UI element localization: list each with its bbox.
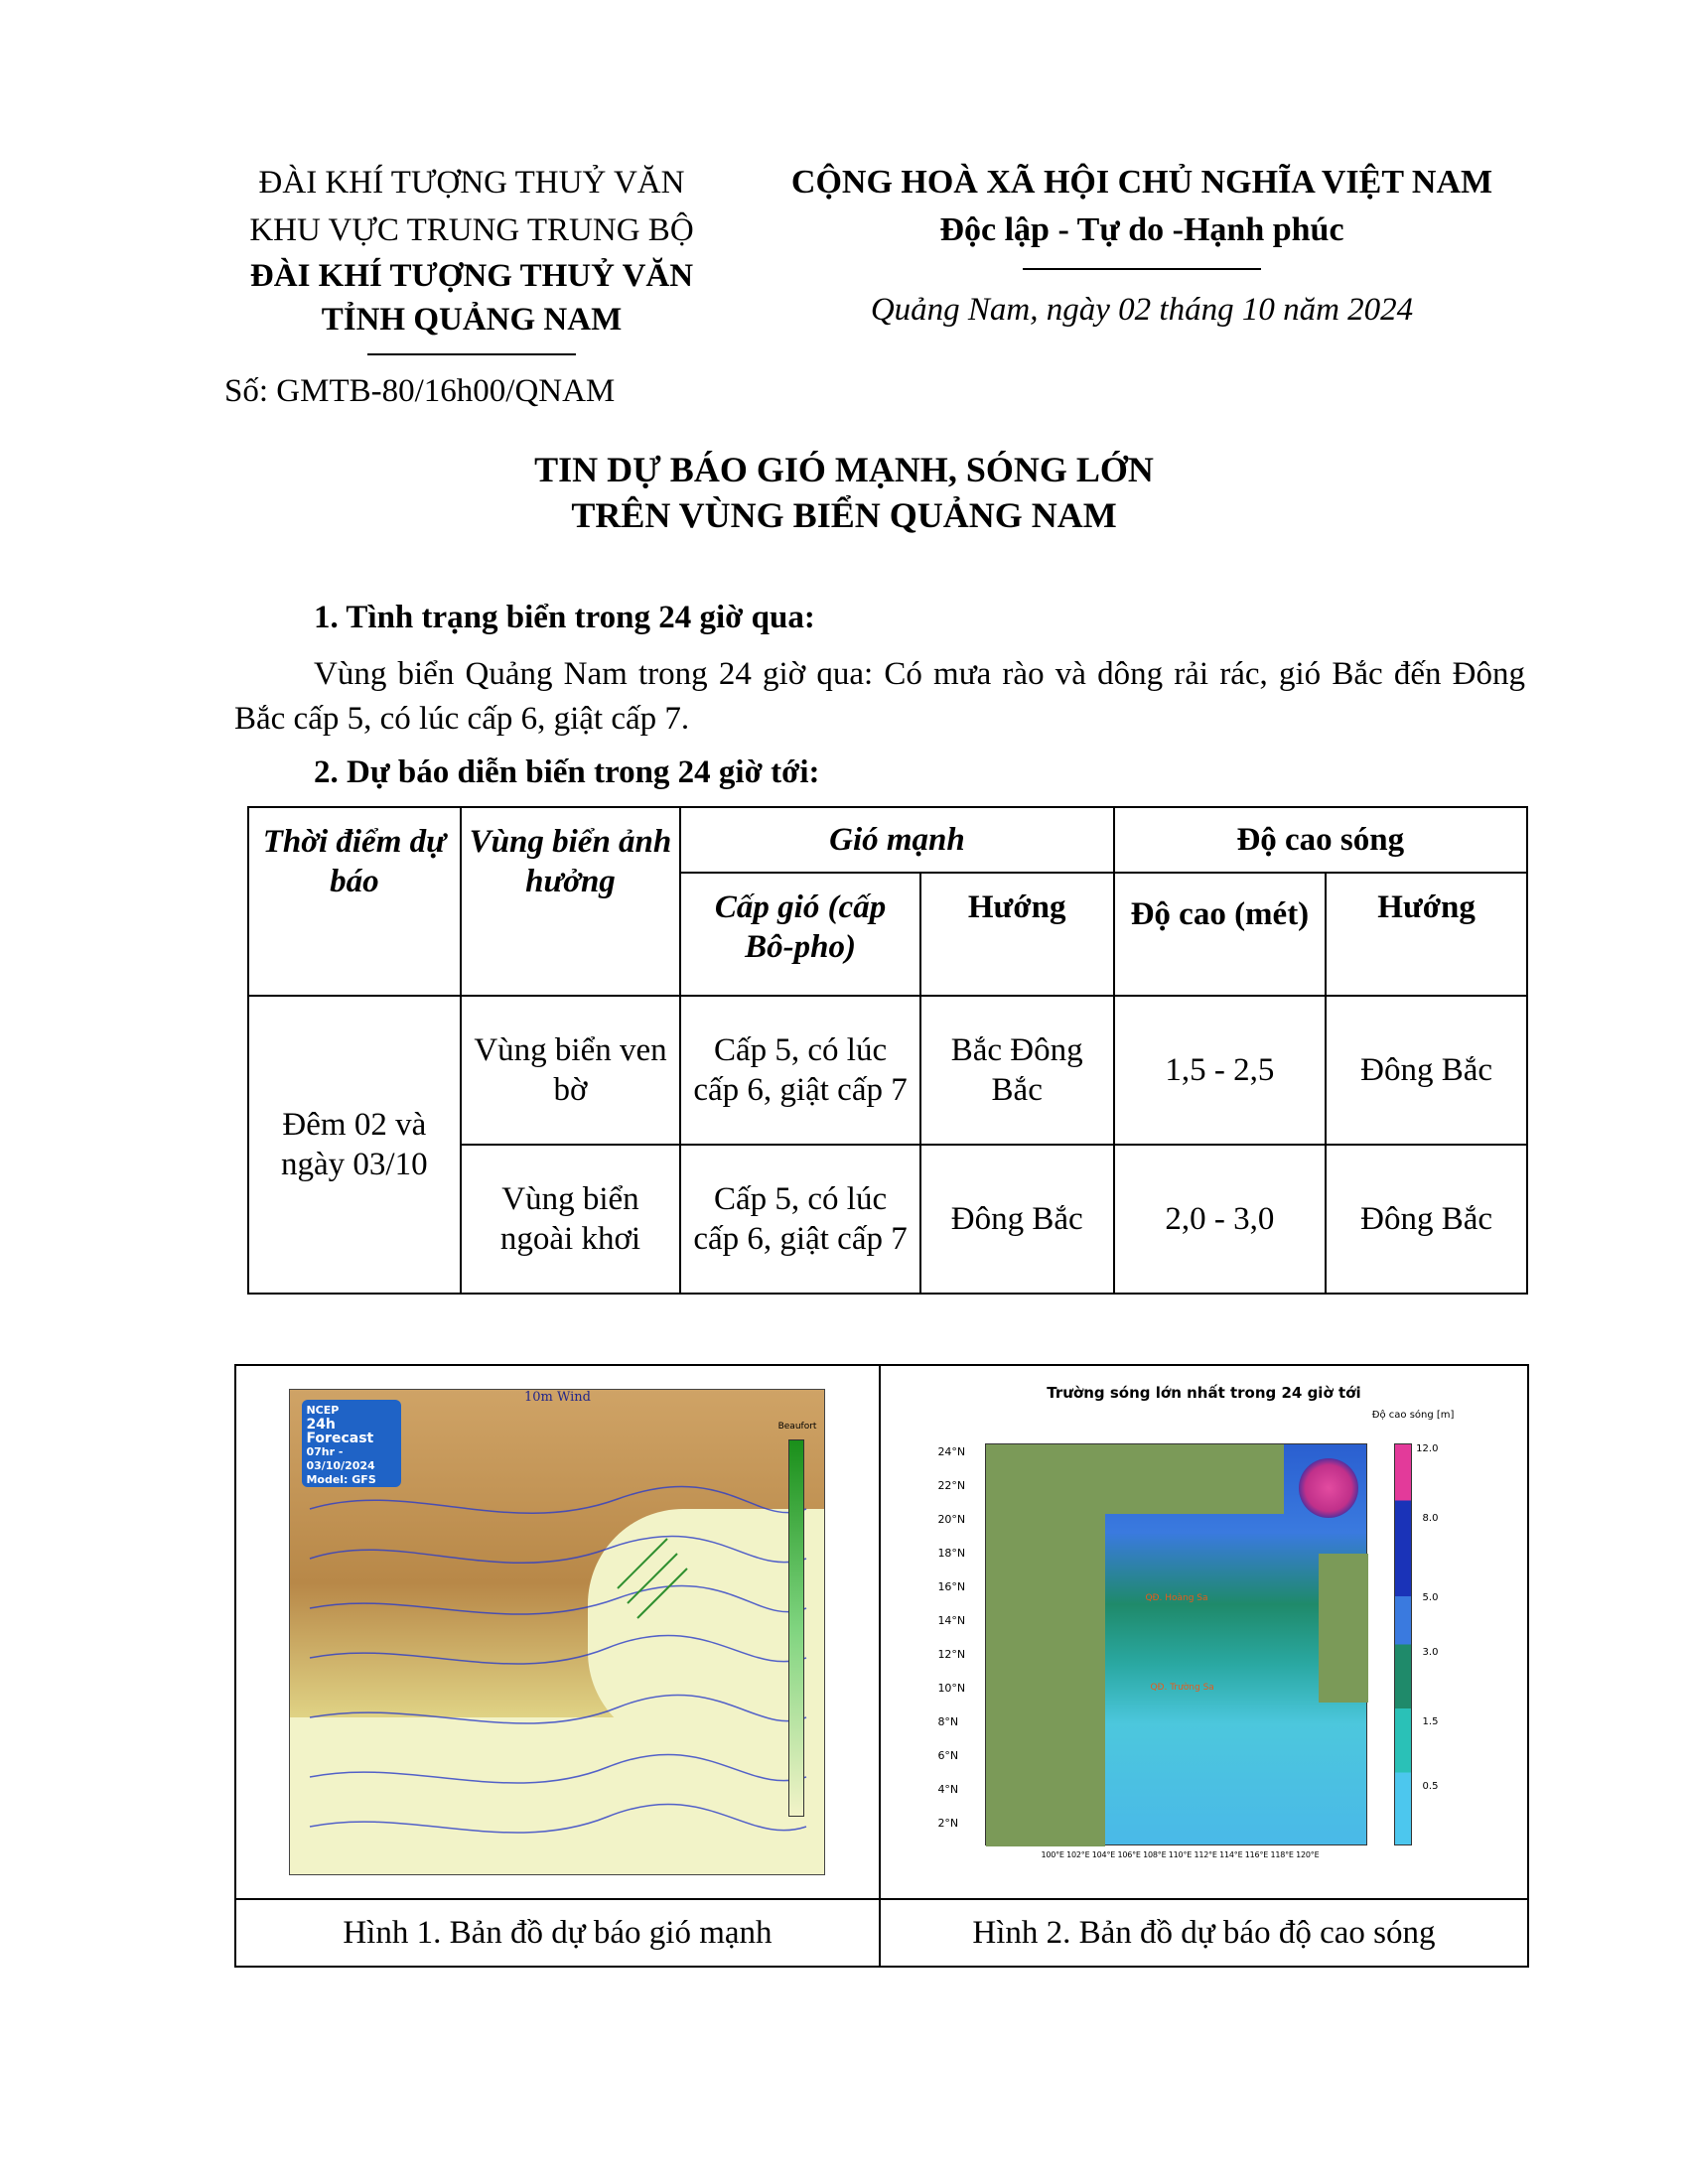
national-header (755, 159, 1529, 334)
wind-forecast-map (289, 1389, 825, 1875)
label-truongsa: QĐ. Trường Sa (1150, 1683, 1214, 1693)
title-line1: TIN DỰ BÁO GIÓ MẠNH, SÓNG LỚN (534, 450, 1154, 489)
lat-label: 4°N (937, 1783, 959, 1796)
title-line2: TRÊN VÙNG BIỂN QUẢNG NAM (571, 495, 1117, 535)
section1-text: Vùng biển Quảng Nam trong 24 giờ qua: Có mưa rào và dông rải rác, gió Bắc đến Đông Bắc cấp 5, có lúc cấp 6, giật cấp 7. (234, 656, 1525, 737)
area-cell: Vùng biển ven bờ (461, 996, 681, 1145)
lat-label: 2°N (937, 1817, 959, 1830)
wave-direction-cell: Đông Bắc (1326, 996, 1527, 1145)
wind-direction-cell: Bắc Đông Bắc (920, 996, 1114, 1145)
place-date: Quảng Nam, ngày 02 tháng 10 năm 2024 (870, 292, 1414, 328)
document-title (0, 447, 1688, 538)
map-land-philippines (1319, 1554, 1368, 1703)
agency-name-line2: TỈNH QUẢNG NAM (321, 302, 623, 338)
lat-label: 12°N (937, 1648, 966, 1661)
wave-max-area (1299, 1458, 1358, 1518)
badge-model: Model: GFS (306, 1473, 376, 1486)
forecast-time: Đêm 02 và ngày 03/10 (248, 996, 461, 1294)
wave-legend-title: Độ cao sóng [m] (1371, 1410, 1455, 1421)
badge-forecast: 24h Forecast (306, 1417, 374, 1446)
map-land-mainland (986, 1444, 1105, 1846)
tick-label: 3.0 (1422, 1647, 1439, 1658)
forecast-table (247, 806, 1528, 1295)
lat-label: 14°N (937, 1614, 966, 1627)
tick-label: 0.5 (1422, 1781, 1439, 1792)
label-hoangsa: QĐ. Hoàng Sa (1145, 1593, 1208, 1603)
tick-label: 12.0 (1416, 1443, 1439, 1454)
wind-direction-cell: Đông Bắc (920, 1145, 1114, 1294)
header-wind: Gió mạnh (680, 807, 1113, 873)
agency-header (209, 159, 735, 413)
header-area: Vùng biển ảnh hưởng (461, 807, 681, 996)
wave-height-cell: 2,0 - 3,0 (1114, 1145, 1327, 1294)
lat-label: 8°N (937, 1715, 959, 1728)
badge-ncep: NCEP (306, 1404, 340, 1417)
tick-label: 1.5 (1422, 1716, 1439, 1727)
header-time: Thời điểm dự báo (248, 807, 461, 996)
lat-label: 20°N (937, 1513, 966, 1526)
header-wind-direction: Hướng (920, 873, 1114, 996)
wave-forecast-map (925, 1384, 1481, 1880)
lat-label: 18°N (937, 1547, 966, 1560)
wave-map-title: Trường sóng lớn nhất trong 24 giờ tới (1047, 1384, 1361, 1402)
motto-divider (1023, 268, 1261, 270)
figure1-caption: Hình 1. Bản đồ dự báo gió mạnh (235, 1899, 880, 1967)
wind-level-cell: Cấp 5, có lúc cấp 6, giật cấp 7 (680, 996, 920, 1145)
area-cell: Vùng biển ngoài khơi (461, 1145, 681, 1294)
section1-heading: 1. Tình trạng biển trong 24 giờ qua: (314, 600, 815, 635)
header-wave: Độ cao sóng (1114, 807, 1527, 873)
agency-parent-line2: KHU VỰC TRUNG TRUNG BỘ (249, 212, 694, 248)
national-motto: Độc lập - Tự do -Hạnh phúc (939, 211, 1344, 248)
lat-label: 24°N (937, 1445, 966, 1458)
country-name: CỘNG HOÀ XÃ HỘI CHỦ NGHĨA VIỆT NAM (790, 164, 1493, 201)
tick-label: 8.0 (1422, 1513, 1439, 1524)
agency-name-line1: ĐÀI KHÍ TƯỢNG THUỶ VĂN (249, 258, 694, 294)
tick-label: 5.0 (1422, 1592, 1439, 1603)
figure2-caption: Hình 2. Bản đồ dự báo độ cao sóng (880, 1899, 1528, 1967)
lat-label: 16°N (937, 1580, 966, 1593)
lat-label: 22°N (937, 1479, 966, 1492)
badge-date: 07hr - 03/10/2024 (306, 1445, 375, 1472)
wave-field (985, 1443, 1367, 1845)
section2-heading: 2. Dự báo diễn biến trong 24 giờ tới: (314, 754, 820, 790)
figure-wave-cell (880, 1365, 1528, 1899)
header-wave-direction: Hướng (1326, 873, 1527, 996)
agency-parent-line1: ĐÀI KHÍ TƯỢNG THUỶ VĂN (258, 165, 685, 201)
wave-direction-cell: Đông Bắc (1326, 1145, 1527, 1294)
lon-labels: 100°E 102°E 104°E 106°E 108°E 110°E 112°E 114°E 116°E 118°E 120°E (1041, 1850, 1320, 1859)
header-wave-height: Độ cao (mét) (1114, 873, 1327, 996)
figure-wind-cell (235, 1365, 880, 1899)
header-wind-level: Cấp gió (cấp Bô-pho) (680, 873, 920, 996)
lat-label: 10°N (937, 1682, 966, 1695)
wave-height-cell: 1,5 - 2,5 (1114, 996, 1327, 1145)
forecast-badge (302, 1400, 401, 1487)
lat-label: 6°N (937, 1749, 959, 1762)
figures-table (234, 1364, 1529, 1968)
table-row (248, 996, 1527, 1145)
wind-level-cell: Cấp 5, có lúc cấp 6, giật cấp 7 (680, 1145, 920, 1294)
document-number: Số: GMTB-80/16h00/QNAM (224, 373, 616, 409)
wind-map-title: 10m Wind (523, 1390, 591, 1405)
beaufort-colorbar (788, 1439, 804, 1817)
header-divider (367, 353, 576, 355)
beaufort-legend-title: Beaufort (777, 1422, 817, 1432)
map-land-china (1105, 1444, 1284, 1514)
wave-colorbar (1394, 1443, 1412, 1845)
